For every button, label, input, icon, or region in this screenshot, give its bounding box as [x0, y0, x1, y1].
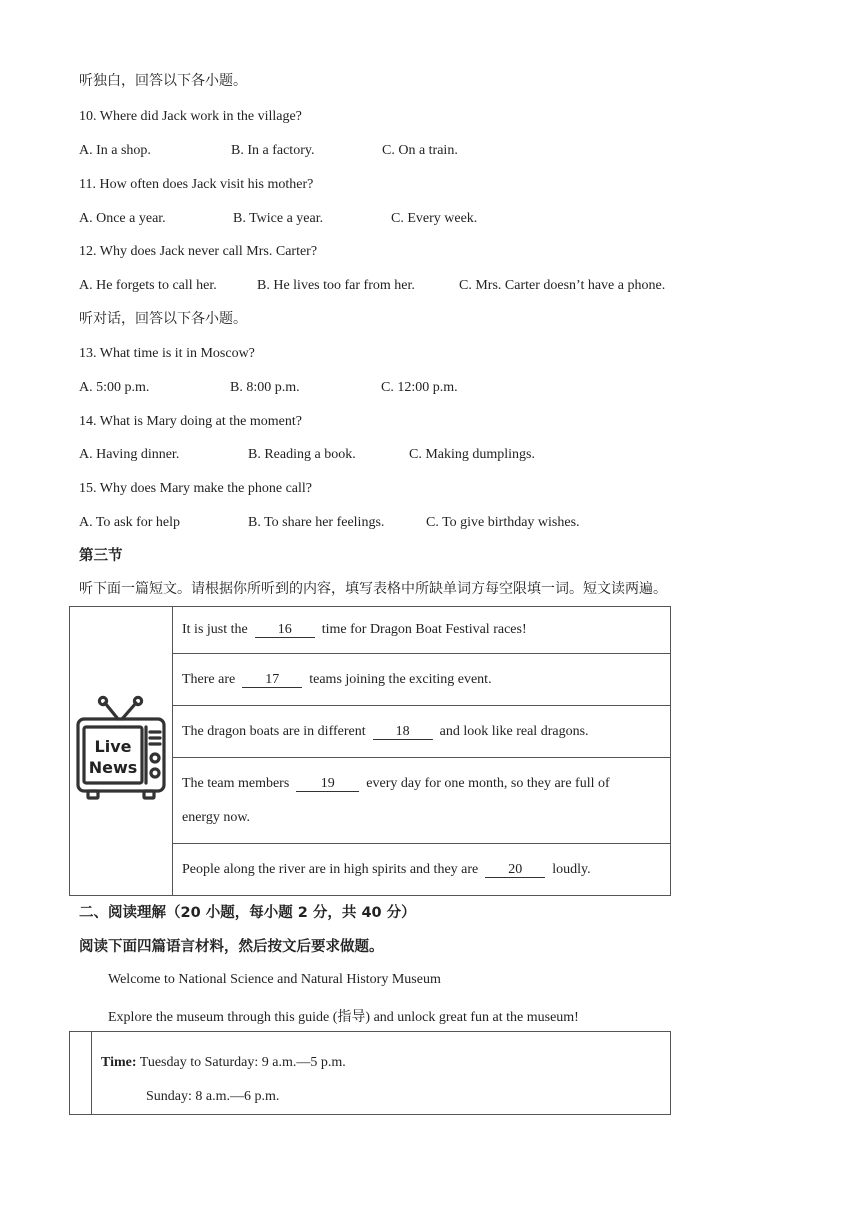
reading-section-title: 二、阅读理解（20 小题，每小题 2 分，共 40 分）: [79, 905, 416, 921]
reading-instructions: 阅读下面四篇语言材料，然后按文后要求做题。: [79, 939, 384, 955]
table-row: [173, 706, 671, 758]
question-14: 14. What is Mary doing at the moment?: [79, 414, 302, 429]
row-text-continuation: energy now.: [182, 809, 251, 825]
row-text-after: teams joining the exciting event.: [309, 671, 492, 687]
museum-info-table: [69, 1031, 671, 1115]
question-10: 10. Where did Jack work in the village?: [79, 109, 302, 124]
row-text-before: People along the river are in high spirits and they are: [182, 861, 479, 877]
table-row: [173, 844, 671, 896]
live-news-tv-icon: [74, 695, 168, 803]
question-11: 11. How often does Jack visit his mother?: [79, 177, 314, 192]
sunday-hours: Sunday: 8 a.m.—6 p.m.: [146, 1089, 280, 1104]
option-a: A. Once a year.: [79, 211, 166, 226]
option-a: A. Having dinner.: [79, 447, 180, 462]
option-a: A. To ask for help: [79, 515, 181, 530]
option-b: B. Reading a book.: [248, 447, 356, 462]
row-text-before: The dragon boats are in different: [182, 723, 366, 739]
answer-blank: 16: [255, 622, 315, 638]
option-b: B. Twice a year.: [233, 211, 324, 226]
row-text-before: The team members: [182, 775, 290, 791]
table-row: [173, 607, 671, 654]
section-title-part3: 第三节: [79, 548, 123, 564]
row-text-after: and look like real dragons.: [439, 723, 589, 739]
dialogue-instructions: 听对话，回答以下各小题。: [79, 312, 247, 327]
row-text-after: every day for one month, so they are full of: [366, 775, 610, 791]
live-news-icon-cell: [70, 607, 173, 896]
museum-title: Welcome to National Science and Natural History Museum: [108, 972, 441, 987]
question-13: 13. What time is it in Moscow?: [79, 346, 255, 361]
option-c: C. On a train.: [382, 143, 458, 158]
question-15: 15. Why does Mary make the phone call?: [79, 481, 313, 496]
option-a: A. In a shop.: [79, 143, 151, 158]
row-text-before: There are: [182, 671, 236, 687]
live-label: Live: [94, 736, 132, 756]
row-text-after: time for Dragon Boat Festival races!: [321, 622, 527, 637]
answer-blank: 18: [373, 724, 433, 740]
monologue-instructions: 听独白，回答以下各小题。: [79, 74, 247, 89]
question-12: 12. Why does Jack never call Mrs. Carter?: [79, 244, 318, 259]
part3-instructions: 听下面一篇短文。请根据你所听到的内容，填写表格中所缺单词方每空限填一词。短文读两遍。: [79, 582, 667, 597]
answer-blank: 19: [296, 776, 359, 792]
option-b: B. He lives too far from her.: [257, 278, 415, 293]
news-label: News: [88, 757, 138, 777]
option-c: C. 12:00 p.m.: [381, 380, 458, 395]
margin-cell: [70, 1032, 92, 1115]
option-c: C. Every week.: [391, 211, 478, 226]
option-a: A. 5:00 p.m.: [79, 380, 150, 395]
option-a: A. He forgets to call her.: [79, 278, 217, 293]
table-row: [173, 654, 671, 706]
weekday-hours: Tuesday to Saturday: 9 a.m.—5 p.m.: [139, 1055, 346, 1070]
answer-blank: 20: [485, 862, 545, 878]
option-b: B. To share her feelings.: [248, 515, 385, 530]
option-c: C. Mrs. Carter doesn’t have a phone.: [459, 278, 666, 293]
museum-intro: Explore the museum through this guide (指导) and unlock great fun at the museum!: [108, 1010, 579, 1025]
fill-in-table: [69, 606, 671, 896]
row-text-after: loudly.: [552, 861, 591, 877]
option-c: C. To give birthday wishes.: [426, 515, 580, 530]
row-text-before: It is just the: [182, 622, 248, 637]
hours-cell: [92, 1032, 671, 1115]
answer-blank: 17: [242, 672, 302, 688]
option-b: B. In a factory.: [231, 143, 315, 158]
time-label: Time:: [101, 1055, 137, 1070]
option-b: B. 8:00 p.m.: [230, 380, 300, 395]
table-row: [173, 758, 671, 844]
option-c: C. Making dumplings.: [409, 447, 536, 462]
